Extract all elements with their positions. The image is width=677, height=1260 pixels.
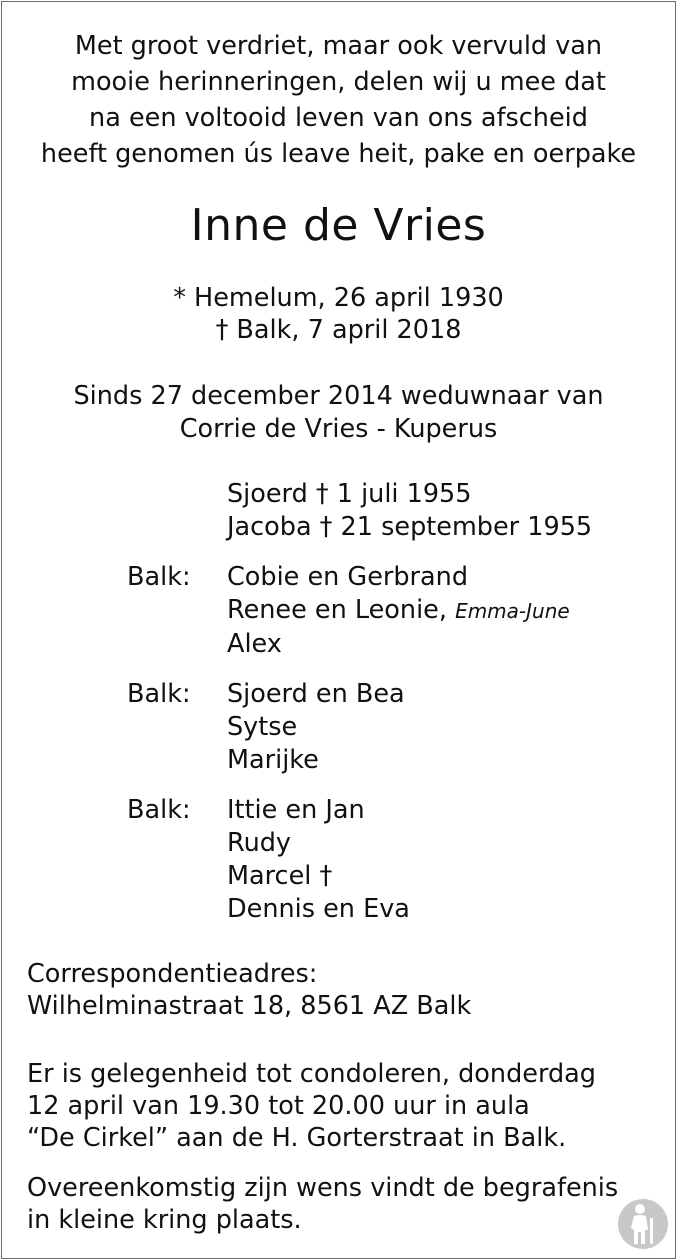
- family-member: [227, 794, 677, 827]
- condolence-info: [27, 1058, 657, 1154]
- family-member-name: Ittie en Jan: [227, 795, 365, 825]
- family-member: [227, 744, 677, 777]
- family-member: [227, 561, 677, 594]
- family-names: [227, 561, 677, 661]
- family-place: Balk:: [127, 679, 191, 709]
- life-dates: [0, 282, 677, 346]
- intro-text: [0, 28, 677, 172]
- family-member: [227, 628, 677, 661]
- deceased-name: Inne de Vries: [190, 200, 487, 251]
- family-place: Balk:: [127, 795, 191, 825]
- intro-line: heeft genomen ús leave heit, pake en oerpake: [40, 139, 637, 169]
- widower-text: [0, 380, 677, 446]
- family-member-name: Alex: [227, 629, 282, 659]
- family-member-name: Marcel †: [227, 861, 333, 891]
- family-member: [227, 511, 677, 544]
- family-member-name: Marijke: [227, 745, 319, 775]
- family-names: [227, 678, 677, 777]
- address-line: Wilhelminastraat 18, 8561 AZ Balk: [27, 991, 472, 1021]
- family-member: [227, 827, 677, 860]
- family-member: [227, 478, 677, 511]
- family-member-name: Rudy: [227, 828, 292, 858]
- family-member-name: Renee en Leonie,: [227, 595, 456, 625]
- family-member: [227, 860, 677, 893]
- family-member-name: Sjoerd en Bea: [227, 679, 405, 709]
- widower-line: Sinds 27 december 2014 weduwnaar van: [73, 381, 604, 411]
- condolence-line: 12 april van 19.30 tot 20.00 uur in aula: [27, 1091, 530, 1121]
- intro-line: na een voltooid leven van ons afscheid: [89, 103, 588, 133]
- family-member: [227, 594, 677, 628]
- family-group: [0, 561, 677, 661]
- birth-line: * Hemelum, 26 april 1930: [173, 283, 504, 313]
- family-member-name: Dennis en Eva: [227, 894, 410, 924]
- family-group: [0, 794, 677, 926]
- family-member-name: Sytse: [227, 712, 298, 742]
- spouse-name: Corrie de Vries - Kuperus: [179, 414, 498, 444]
- family-member-name: Cobie en Gerbrand: [227, 562, 469, 592]
- condolence-line: Er is gelegenheid tot condoleren, donderdag: [27, 1059, 596, 1089]
- intro-line: Met groot verdriet, maar ook vervuld van: [74, 31, 603, 61]
- funeral-info: [27, 1172, 657, 1236]
- family-member-child: Emma-June: [455, 599, 570, 623]
- intro-line: mooie herinneringen, delen wij u mee dat: [71, 67, 606, 97]
- family-names: [227, 794, 677, 926]
- family-member-name: Sjoerd † 1 juli 1955: [227, 479, 472, 509]
- family-group: [0, 478, 677, 544]
- funeral-line: in kleine kring plaats.: [27, 1205, 302, 1235]
- family-member: [227, 711, 677, 744]
- funeral-line: Overeenkomstig zijn wens vindt de begrafenis: [27, 1173, 619, 1203]
- family-list: [0, 478, 677, 943]
- publisher-logo-icon: [617, 1198, 669, 1250]
- address-label: Correspondentieadres:: [27, 959, 318, 989]
- condolence-line: “De Cirkel” aan de H. Gorterstraat in Balk.: [27, 1123, 567, 1153]
- family-member: [227, 893, 677, 926]
- family-group: [0, 678, 677, 777]
- family-place: Balk:: [127, 562, 191, 592]
- death-line: † Balk, 7 april 2018: [215, 315, 462, 345]
- family-member-name: Jacoba † 21 september 1955: [227, 512, 593, 542]
- correspondence-address: [27, 958, 657, 1022]
- family-member: [227, 678, 677, 711]
- family-names: [227, 478, 677, 544]
